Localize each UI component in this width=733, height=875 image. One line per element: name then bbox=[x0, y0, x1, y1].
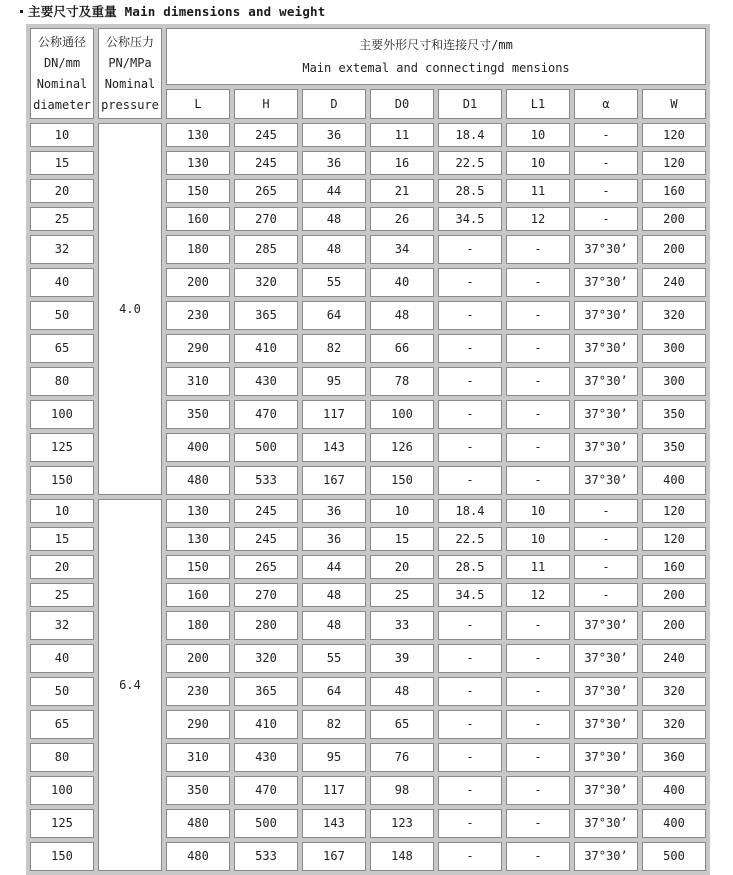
cell-alpha: - bbox=[574, 179, 638, 203]
cell-d: 55 bbox=[302, 644, 366, 673]
cell-l: 130 bbox=[166, 151, 230, 175]
cell-w: 200 bbox=[642, 611, 706, 640]
cell-alpha: - bbox=[574, 151, 638, 175]
cell-dn: 50 bbox=[30, 677, 94, 706]
cell-h: 365 bbox=[234, 677, 298, 706]
cell-d: 82 bbox=[302, 710, 366, 739]
cell-d: 82 bbox=[302, 334, 366, 363]
cell-d: 55 bbox=[302, 268, 366, 297]
cell-dn: 10 bbox=[30, 499, 94, 523]
cell-d1: 34.5 bbox=[438, 207, 502, 231]
section-heading bbox=[20, 2, 326, 22]
cell-d0: 65 bbox=[370, 710, 434, 739]
cell-d0: 150 bbox=[370, 466, 434, 495]
cell-dn: 32 bbox=[30, 235, 94, 264]
cell-alpha: 37°30’ bbox=[574, 743, 638, 772]
column-header-d1: D1 bbox=[438, 89, 502, 119]
cell-d0: 98 bbox=[370, 776, 434, 805]
cell-d: 64 bbox=[302, 301, 366, 330]
cell-d1: - bbox=[438, 301, 502, 330]
cell-w: 320 bbox=[642, 710, 706, 739]
cell-w: 120 bbox=[642, 151, 706, 175]
cell-alpha: 37°30’ bbox=[574, 644, 638, 673]
cell-alpha: 37°30’ bbox=[574, 710, 638, 739]
cell-l: 200 bbox=[166, 268, 230, 297]
cell-dn: 65 bbox=[30, 334, 94, 363]
cell-d0: 48 bbox=[370, 677, 434, 706]
cell-d: 167 bbox=[302, 842, 366, 871]
header-line: diameter bbox=[33, 97, 91, 112]
cell-alpha: - bbox=[574, 583, 638, 607]
cell-d: 36 bbox=[302, 151, 366, 175]
cell-d0: 34 bbox=[370, 235, 434, 264]
cell-h: 285 bbox=[234, 235, 298, 264]
cell-w: 350 bbox=[642, 400, 706, 429]
cell-alpha: 37°30’ bbox=[574, 400, 638, 429]
cell-alpha: 37°30’ bbox=[574, 611, 638, 640]
cell-l1: - bbox=[506, 710, 570, 739]
cell-d0: 26 bbox=[370, 207, 434, 231]
cell-w: 160 bbox=[642, 179, 706, 203]
cell-l: 200 bbox=[166, 644, 230, 673]
cell-alpha: 37°30’ bbox=[574, 809, 638, 838]
cell-l1: - bbox=[506, 301, 570, 330]
cell-d1: - bbox=[438, 611, 502, 640]
cell-w: 120 bbox=[642, 499, 706, 523]
cell-dn: 40 bbox=[30, 268, 94, 297]
cell-dn: 50 bbox=[30, 301, 94, 330]
header-line: Nominal bbox=[36, 76, 88, 91]
cell-d1: - bbox=[438, 433, 502, 462]
cell-d0: 40 bbox=[370, 268, 434, 297]
cell-l: 350 bbox=[166, 776, 230, 805]
cell-d: 36 bbox=[302, 527, 366, 551]
dimensions-table bbox=[26, 24, 710, 875]
header-line: DN/mm bbox=[43, 55, 81, 70]
cell-l1: 11 bbox=[506, 555, 570, 579]
cell-d0: 100 bbox=[370, 400, 434, 429]
cell-w: 160 bbox=[642, 555, 706, 579]
cell-alpha: - bbox=[574, 207, 638, 231]
cell-dn: 65 bbox=[30, 710, 94, 739]
cell-w: 120 bbox=[642, 123, 706, 147]
cell-pressure: 6.4 bbox=[98, 499, 162, 871]
cell-l: 180 bbox=[166, 611, 230, 640]
cell-d0: 66 bbox=[370, 334, 434, 363]
column-header-l: L bbox=[166, 89, 230, 119]
cell-h: 270 bbox=[234, 207, 298, 231]
cell-d1: - bbox=[438, 268, 502, 297]
cell-d0: 48 bbox=[370, 301, 434, 330]
cell-h: 280 bbox=[234, 611, 298, 640]
cell-l1: - bbox=[506, 466, 570, 495]
column-header-h: H bbox=[234, 89, 298, 119]
cell-d: 36 bbox=[302, 123, 366, 147]
cell-alpha: 37°30’ bbox=[574, 466, 638, 495]
cell-h: 320 bbox=[234, 644, 298, 673]
cell-d1: - bbox=[438, 776, 502, 805]
cell-d1: 34.5 bbox=[438, 583, 502, 607]
cell-d: 48 bbox=[302, 207, 366, 231]
cell-pressure: 4.0 bbox=[98, 123, 162, 495]
cell-d1: - bbox=[438, 842, 502, 871]
cell-l1: 12 bbox=[506, 583, 570, 607]
column-header-alpha: α bbox=[574, 89, 638, 119]
table-body bbox=[30, 123, 706, 871]
cell-l: 160 bbox=[166, 207, 230, 231]
cell-l: 160 bbox=[166, 583, 230, 607]
section-heading-text: 主要尺寸及重量 Main dimensions and weight bbox=[28, 4, 326, 19]
cell-d0: 11 bbox=[370, 123, 434, 147]
header-line: Nominal bbox=[104, 76, 156, 91]
cell-w: 200 bbox=[642, 583, 706, 607]
cell-l1: - bbox=[506, 842, 570, 871]
cell-d: 117 bbox=[302, 776, 366, 805]
cell-d: 48 bbox=[302, 583, 366, 607]
cell-d1: - bbox=[438, 367, 502, 396]
cell-d1: - bbox=[438, 466, 502, 495]
header-row-top bbox=[30, 28, 706, 85]
cell-d0: 78 bbox=[370, 367, 434, 396]
cell-dn: 125 bbox=[30, 433, 94, 462]
cell-l: 400 bbox=[166, 433, 230, 462]
cell-alpha: 37°30’ bbox=[574, 842, 638, 871]
cell-d1: - bbox=[438, 235, 502, 264]
cell-d1: - bbox=[438, 677, 502, 706]
cell-l1: - bbox=[506, 235, 570, 264]
nominal-pressure-header bbox=[98, 28, 162, 119]
cell-d: 143 bbox=[302, 433, 366, 462]
cell-dn: 20 bbox=[30, 179, 94, 203]
cell-l: 480 bbox=[166, 809, 230, 838]
header-line: pressure bbox=[101, 97, 159, 112]
cell-l: 130 bbox=[166, 123, 230, 147]
cell-alpha: 37°30’ bbox=[574, 268, 638, 297]
cell-l1: 10 bbox=[506, 499, 570, 523]
cell-alpha: - bbox=[574, 527, 638, 551]
cell-w: 400 bbox=[642, 466, 706, 495]
cell-alpha: 37°30’ bbox=[574, 367, 638, 396]
cell-dn: 100 bbox=[30, 776, 94, 805]
cell-w: 320 bbox=[642, 301, 706, 330]
cell-d1: - bbox=[438, 743, 502, 772]
main-dimensions-header bbox=[166, 28, 706, 85]
cell-d1: 22.5 bbox=[438, 151, 502, 175]
cell-h: 265 bbox=[234, 555, 298, 579]
cell-l1: - bbox=[506, 776, 570, 805]
cell-l1: 11 bbox=[506, 179, 570, 203]
cell-l1: 10 bbox=[506, 123, 570, 147]
cell-d1: 28.5 bbox=[438, 555, 502, 579]
cell-h: 410 bbox=[234, 710, 298, 739]
cell-dn: 32 bbox=[30, 611, 94, 640]
cell-w: 300 bbox=[642, 367, 706, 396]
cell-l1: - bbox=[506, 644, 570, 673]
cell-l: 150 bbox=[166, 179, 230, 203]
cell-h: 245 bbox=[234, 527, 298, 551]
cell-h: 265 bbox=[234, 179, 298, 203]
cell-d: 143 bbox=[302, 809, 366, 838]
cell-dn: 150 bbox=[30, 842, 94, 871]
cell-h: 470 bbox=[234, 776, 298, 805]
cell-d1: 18.4 bbox=[438, 499, 502, 523]
cell-l: 290 bbox=[166, 334, 230, 363]
cell-d0: 123 bbox=[370, 809, 434, 838]
cell-d: 36 bbox=[302, 499, 366, 523]
cell-d0: 25 bbox=[370, 583, 434, 607]
cell-l: 230 bbox=[166, 677, 230, 706]
table-row bbox=[30, 499, 706, 523]
cell-w: 240 bbox=[642, 644, 706, 673]
nominal-diameter-header bbox=[30, 28, 94, 119]
cell-h: 430 bbox=[234, 367, 298, 396]
cell-d: 44 bbox=[302, 179, 366, 203]
cell-l1: 10 bbox=[506, 151, 570, 175]
cell-alpha: 37°30’ bbox=[574, 235, 638, 264]
cell-alpha: 37°30’ bbox=[574, 677, 638, 706]
cell-w: 400 bbox=[642, 809, 706, 838]
cell-l: 310 bbox=[166, 743, 230, 772]
cell-d: 95 bbox=[302, 367, 366, 396]
table-header bbox=[30, 28, 706, 119]
cell-d: 117 bbox=[302, 400, 366, 429]
cell-l: 150 bbox=[166, 555, 230, 579]
cell-d0: 126 bbox=[370, 433, 434, 462]
cell-d1: 18.4 bbox=[438, 123, 502, 147]
cell-l: 180 bbox=[166, 235, 230, 264]
cell-d1: 22.5 bbox=[438, 527, 502, 551]
cell-d0: 15 bbox=[370, 527, 434, 551]
cell-alpha: - bbox=[574, 555, 638, 579]
cell-dn: 40 bbox=[30, 644, 94, 673]
cell-alpha: - bbox=[574, 123, 638, 147]
cell-dn: 10 bbox=[30, 123, 94, 147]
column-header-d: D bbox=[302, 89, 366, 119]
cell-d0: 148 bbox=[370, 842, 434, 871]
cell-d1: 28.5 bbox=[438, 179, 502, 203]
cell-h: 470 bbox=[234, 400, 298, 429]
cell-w: 120 bbox=[642, 527, 706, 551]
cell-w: 300 bbox=[642, 334, 706, 363]
cell-w: 200 bbox=[642, 207, 706, 231]
cell-dn: 125 bbox=[30, 809, 94, 838]
cell-l1: - bbox=[506, 611, 570, 640]
cell-l1: - bbox=[506, 677, 570, 706]
cell-w: 240 bbox=[642, 268, 706, 297]
cell-d1: - bbox=[438, 334, 502, 363]
cell-l1: - bbox=[506, 400, 570, 429]
cell-l1: - bbox=[506, 268, 570, 297]
cell-dn: 15 bbox=[30, 151, 94, 175]
cell-dn: 150 bbox=[30, 466, 94, 495]
cell-l1: 10 bbox=[506, 527, 570, 551]
cell-w: 360 bbox=[642, 743, 706, 772]
table-row bbox=[30, 123, 706, 147]
cell-h: 245 bbox=[234, 123, 298, 147]
cell-h: 270 bbox=[234, 583, 298, 607]
bullet-icon bbox=[20, 10, 23, 13]
cell-l: 130 bbox=[166, 527, 230, 551]
cell-dn: 80 bbox=[30, 743, 94, 772]
cell-l1: - bbox=[506, 809, 570, 838]
cell-l1: - bbox=[506, 433, 570, 462]
cell-h: 430 bbox=[234, 743, 298, 772]
cell-d0: 16 bbox=[370, 151, 434, 175]
cell-l1: 12 bbox=[506, 207, 570, 231]
cell-d: 44 bbox=[302, 555, 366, 579]
header-line: PN/MPa bbox=[108, 55, 152, 70]
cell-d1: - bbox=[438, 710, 502, 739]
cell-w: 500 bbox=[642, 842, 706, 871]
cell-alpha: 37°30’ bbox=[574, 433, 638, 462]
cell-d: 167 bbox=[302, 466, 366, 495]
cell-d0: 33 bbox=[370, 611, 434, 640]
cell-h: 320 bbox=[234, 268, 298, 297]
cell-d: 64 bbox=[302, 677, 366, 706]
column-header-l1: L1 bbox=[506, 89, 570, 119]
column-header-d0: D0 bbox=[370, 89, 434, 119]
cell-l: 350 bbox=[166, 400, 230, 429]
header-line: 公称压力 bbox=[105, 34, 154, 49]
cell-l1: - bbox=[506, 743, 570, 772]
cell-d0: 20 bbox=[370, 555, 434, 579]
cell-dn: 15 bbox=[30, 527, 94, 551]
cell-d0: 10 bbox=[370, 499, 434, 523]
cell-d1: - bbox=[438, 809, 502, 838]
cell-h: 365 bbox=[234, 301, 298, 330]
cell-alpha: - bbox=[574, 499, 638, 523]
header-line: 主要外形尺寸和连接尺寸/mm bbox=[359, 37, 513, 52]
cell-dn: 100 bbox=[30, 400, 94, 429]
cell-h: 245 bbox=[234, 499, 298, 523]
cell-d1: - bbox=[438, 400, 502, 429]
header-line: 公称通径 bbox=[37, 34, 86, 49]
cell-h: 533 bbox=[234, 842, 298, 871]
cell-l: 130 bbox=[166, 499, 230, 523]
cell-l1: - bbox=[506, 334, 570, 363]
cell-l: 230 bbox=[166, 301, 230, 330]
header-line: Main extemal and connectingd mensions bbox=[302, 60, 570, 75]
cell-alpha: 37°30’ bbox=[574, 301, 638, 330]
cell-l: 480 bbox=[166, 842, 230, 871]
cell-d0: 21 bbox=[370, 179, 434, 203]
cell-dn: 25 bbox=[30, 583, 94, 607]
cell-w: 320 bbox=[642, 677, 706, 706]
cell-l: 480 bbox=[166, 466, 230, 495]
cell-d: 95 bbox=[302, 743, 366, 772]
cell-h: 533 bbox=[234, 466, 298, 495]
cell-l: 290 bbox=[166, 710, 230, 739]
cell-dn: 25 bbox=[30, 207, 94, 231]
cell-alpha: 37°30’ bbox=[574, 334, 638, 363]
cell-dn: 80 bbox=[30, 367, 94, 396]
cell-l: 310 bbox=[166, 367, 230, 396]
cell-w: 350 bbox=[642, 433, 706, 462]
column-header-w: W bbox=[642, 89, 706, 119]
cell-h: 245 bbox=[234, 151, 298, 175]
cell-d0: 39 bbox=[370, 644, 434, 673]
cell-d: 48 bbox=[302, 235, 366, 264]
cell-dn: 20 bbox=[30, 555, 94, 579]
cell-w: 200 bbox=[642, 235, 706, 264]
cell-d0: 76 bbox=[370, 743, 434, 772]
cell-d: 48 bbox=[302, 611, 366, 640]
cell-h: 410 bbox=[234, 334, 298, 363]
cell-h: 500 bbox=[234, 433, 298, 462]
cell-w: 400 bbox=[642, 776, 706, 805]
cell-h: 500 bbox=[234, 809, 298, 838]
cell-alpha: 37°30’ bbox=[574, 776, 638, 805]
cell-d1: - bbox=[438, 644, 502, 673]
cell-l1: - bbox=[506, 367, 570, 396]
